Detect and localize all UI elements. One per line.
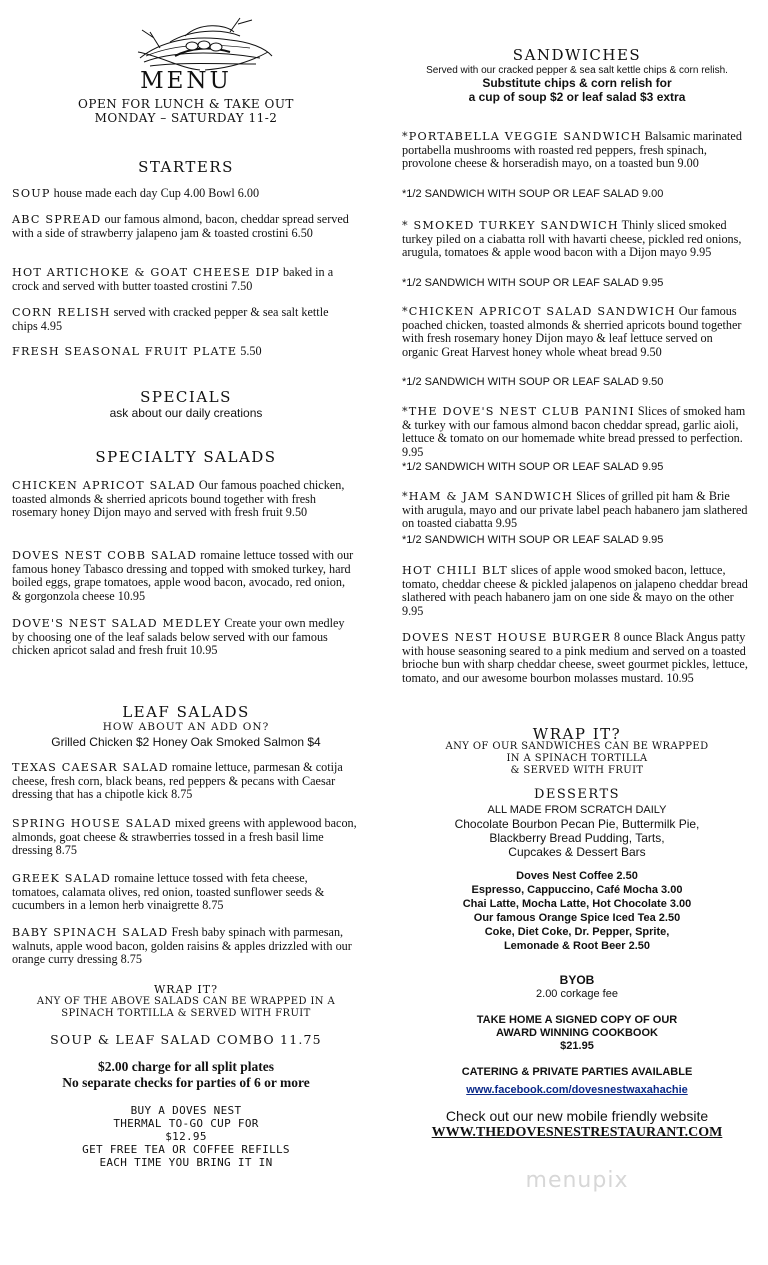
drink-line: Espresso, Cappuccino, Café Mocha 3.00 [471,884,683,896]
wrap-sandwich-heading: WRAP IT? [532,725,622,743]
leaf-salad-item: BABY SPINACH SALAD Fresh baby spinach with parmesan, walnuts, apple wood bacon, golden raisins & apples drizzled with our orange curry dressing 8.75 [12,925,352,967]
specialty-salad-item: CHICKEN APRICOT SALAD Our famous poached chicken, toasted almonds & sherried apricots bound together with fresh rosemary honey Dijon mayo and served with fresh fruit 9.50 [12,478,345,520]
sandwiches-heading: SANDWICHES [512,46,642,64]
leaf-salad-item: GREEK SALAD romaine lettuce tossed with feta cheese, tomatoes, calamata olives, red onion, toasted sunflower seeds & cucumbers in a lemon herb vinaigrette 8.75 [12,871,325,913]
desserts-line: Cupcakes & Dessert Bars [508,845,646,859]
promo-line: THERMAL TO-GO CUP FOR [113,1117,259,1130]
drink-line: Lemonade & Root Beer 2.50 [503,940,651,952]
starters-heading: STARTERS [138,158,234,176]
starter-item: SOUP house made each day Cup 4.00 Bowl 6.00 [12,186,260,200]
promo-line: BUY A DOVES NEST [130,1104,242,1117]
starter-item: ABC SPREAD our famous almond, bacon, cheddar spread served with a side of strawberry jalapeno jam & toasted crostini 6.50 [12,212,349,240]
combo-line: SOUP & LEAF SALAD COMBO 11.75 [50,1032,322,1047]
hours-line-1: OPEN FOR LUNCH & TAKE OUT [78,97,294,111]
desserts-heading: DESSERTS [533,787,621,802]
wrap-salads-heading: WRAP IT? [153,983,218,996]
watermark: menupix [525,1168,629,1193]
wrap-sandwich-line-1: ANY OF OUR SANDWICHES CAN BE WRAPPED [445,741,709,752]
half-sandwich-note: *1/2 SANDWICH WITH SOUP OR LEAF SALAD 9.95 [402,461,664,473]
website-link[interactable]: WWW.THEDOVESNESTRESTAURANT.COM [431,1125,723,1140]
drink-line: Chai Latte, Mocha Latte, Hot Chocolate 3.00 [462,898,692,910]
hours-line-2: MONDAY – SATURDAY 11-2 [94,111,278,125]
sandwiches-sub-2: Substitute chips & corn relish for [482,76,672,90]
starter-item: FRESH SEASONAL FRUIT PLATE 5.50 [12,344,262,358]
nest-logo [130,12,280,76]
half-sandwich-note: *1/2 SANDWICH WITH SOUP OR LEAF SALAD 9.00 [402,188,664,200]
sandwich-item: *HAM & JAM SANDWICH Slices of grilled pit ham & Brie with arugula, mayo and our private label peach habanero jam slathered on toasted ciabatta 9.95 [402,489,748,531]
promo-line: $12.95 [165,1130,207,1143]
specialty-salad-item: DOVE'S NEST SALAD MEDLEY Create your own medley by choosing one of the leaf salads below served with our famous chicken apricot salad and fresh fruit 10.95 [12,616,345,658]
website-text: Check out our new mobile friendly website [445,1108,709,1124]
half-sandwich-note: *1/2 SANDWICH WITH SOUP OR LEAF SALAD 9.50 [402,376,664,388]
leaf-salad-item: TEXAS CAESAR SALAD romaine lettuce, parmesan & cotija cheese, fresh corn, black beans, red peppers & pecans with Caesar dressing that has a chipotle kick 8.75 [12,760,343,802]
drink-line: Our famous Orange Spice Iced Tea 2.50 [473,912,681,924]
leaf-salads-heading: LEAF SALADS [122,703,250,721]
leaf-salad-item: SPRING HOUSE SALAD mixed greens with applewood bacon, almonds, goat cheese & strawberries tossed in a fresh basil lime dressing 8.75 [12,816,357,858]
starter-item: CORN RELISH served with cracked pepper & sea salt kettle chips 4.95 [12,305,329,333]
sandwich-item: * SMOKED TURKEY SANDWICH Thinly sliced smoked turkey piled on a ciabatta roll with havarti cheese, pickled red onions, arugula, tomatoes & apple wood bacon with a Dijon mayo 9.95 [402,218,742,260]
cookbook-line-2: AWARD WINNING COOKBOOK [496,1027,658,1039]
wrap-sandwich-line-3: & SERVED WITH FRUIT [510,765,644,776]
sandwiches-sub-1: Served with our cracked pepper & sea salt kettle chips & corn relish. [426,65,728,76]
cookbook-price: $21.95 [560,1040,594,1052]
desserts-line: Chocolate Bourbon Pecan Pie, Buttermilk Pie, [454,817,700,831]
desserts-line: Blackberry Bread Pudding, Tarts, [489,831,665,845]
promo-line: EACH TIME YOU BRING IT IN [99,1156,273,1169]
sandwich-item: *PORTABELLA VEGGIE SANDWICH Balsamic marinated portabella mushrooms with roasted red peppers, fresh spinach, provolone cheese & horseradish mayo, on a toasted bun 9.00 [402,129,742,171]
cookbook-line-1: TAKE HOME A SIGNED COPY OF OUR [476,1014,678,1026]
half-sandwich-note: *1/2 SANDWICH WITH SOUP OR LEAF SALAD 9.95 [402,277,664,289]
split-plate-note: $2.00 charge for all split plates [98,1059,274,1074]
drink-line: Doves Nest Coffee 2.50 [516,870,638,882]
wrap-salads-line-2: SPINACH TORTILLA & SERVED WITH FRUIT [61,1008,311,1019]
wrap-sandwich-line-2: IN A SPINACH TORTILLA [506,753,648,764]
sandwiches-sub-3: a cup of soup $2 or leaf salad $3 extra [468,90,686,104]
catering-text: CATERING & PRIVATE PARTIES AVAILABLE [461,1066,693,1078]
drink-line: Coke, Diet Coke, Dr. Pepper, Sprite, [484,926,670,938]
menu-title: MENU [140,68,232,94]
sandwich-item: DOVES NEST HOUSE BURGER 8 ounce Black Angus patty with house seasoning seared to a pink medium and served on a toasted brioche bun with sharp cheddar cheese, sweet gourmet pickles, lettuce, tomato, and our awesome bourbon molasses mustard. 10.95 [402,630,748,685]
sandwich-item: *CHICKEN APRICOT SALAD SANDWICH Our famous poached chicken, toasted almonds & sherried apricots bound together with fresh rosemary honey Dijon mayo & leaf lettuce served on organic Great Harvest honey whole wheat bread 9.50 [402,304,742,359]
starter-item: HOT ARTICHOKE & GOAT CHEESE DIP baked in a crock and served with butter toasted crostini 7.50 [12,265,334,293]
wrap-salads-line-1: ANY OF THE ABOVE SALADS CAN BE WRAPPED IN A [36,996,336,1007]
byob-fee: 2.00 corkage fee [536,988,618,1000]
promo-line: GET FREE TEA OR COFFEE REFILLS [82,1143,290,1156]
addon-heading: HOW ABOUT AN ADD ON? [102,721,270,733]
addon-text: Grilled Chicken $2 Honey Oak Smoked Salmon $4 [51,735,321,749]
specialty-salads-heading: SPECIALTY SALADS [95,448,277,466]
specials-sub: ask about our daily creations [109,406,263,420]
separate-checks-note: No separate checks for parties of 6 or more [62,1075,310,1090]
sandwich-item: *THE DOVE'S NEST CLUB PANINI Slices of smoked ham & turkey with our famous almond bacon cheddar spread, garlic aioli, lettuce & tomato on our homemade white bread pressed to perfection. 9.95 [402,404,746,459]
specialty-salad-item: DOVES NEST COBB SALAD romaine lettuce tossed with our famous honey Tabasco dressing and topped with smoked turkey, hard boiled eggs, grape tomatoes, apple wood bacon, avocado, red onion, & gorgonzola cheese 10.95 [12,548,354,603]
half-sandwich-note: *1/2 SANDWICH WITH SOUP OR LEAF SALAD 9.95 [402,534,664,546]
desserts-line: ALL MADE FROM SCRATCH DAILY [487,804,667,816]
facebook-link[interactable]: www.facebook.com/dovesnestwaxahachie [466,1084,688,1096]
byob-heading: BYOB [559,973,595,987]
specials-heading: SPECIALS [140,388,232,406]
sandwich-item: HOT CHILI BLT slices of apple wood smoked bacon, lettuce, tomato, cheddar cheese & pickled jalapenos on jalapeno cheddar bread slathered with peach habanero jam on one side & mayo on the other 9.95 [402,563,748,618]
